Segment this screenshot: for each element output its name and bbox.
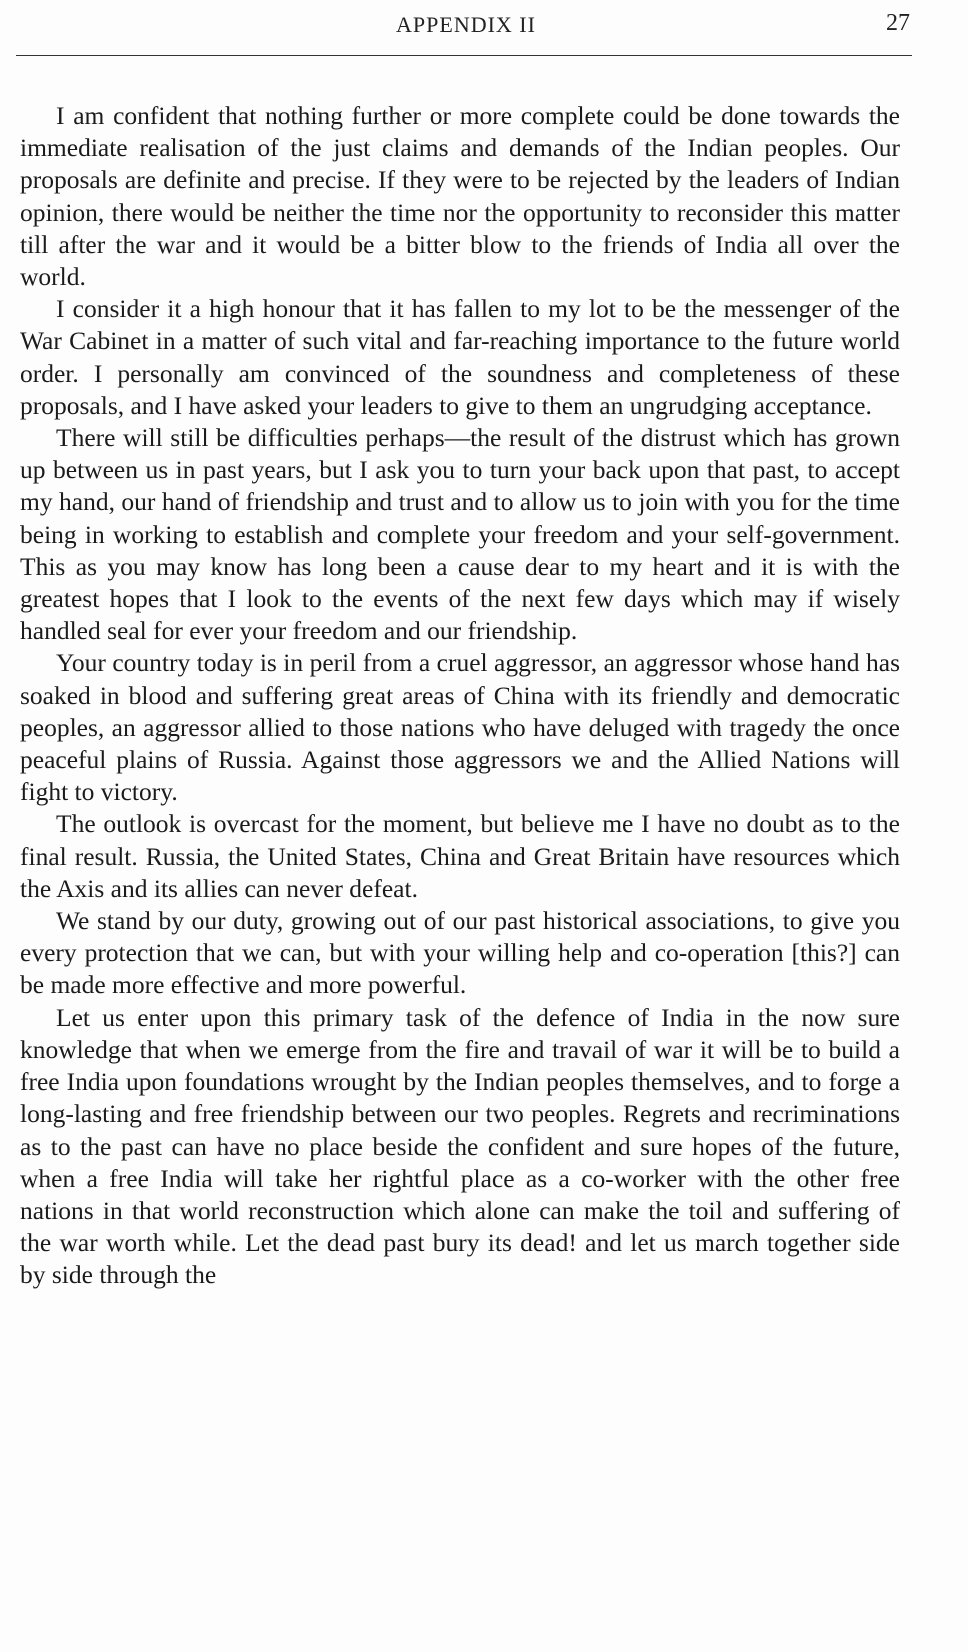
paragraph: I consider it a high honour that it has fallen to my lot to be the messenger of the War Cabinet in a matter of such vital and far-reaching importance to the future world order. I personally am convinced of the soundness and completeness of these proposals, and I have asked your leaders to give to them an ungrudging acceptance. <box>20 294 900 420</box>
paragraph: We stand by our duty, growing out of our past historical associations, to give you every protection that we can, but with your willing help and co-operation [this?] can be made more effective and more powerful. <box>20 906 900 1000</box>
running-head <box>16 10 916 46</box>
body-text <box>20 100 900 1292</box>
paragraph: Let us enter upon this primary task of the defence of India in the now sure knowledge that when we emerge from the fire and travail of war it will be to build a free India upon foundations wrought by the Indian peoples themselves, and to forge a long-lasting and free friendship between our two peoples. Regrets and recriminations as to the past can have no place beside the confident and sure hopes of the future, when a free India will take her rightful place as a co-worker with the other free nations in that world reconstruction which alone can make the toil and suffering of the war worth while. Let the dead past bury its dead! and let us march together side by side through the <box>20 1002 900 1290</box>
header-rule <box>16 55 912 56</box>
paragraph: There will still be difficulties perhaps—the result of the distrust which has grown up between us in past years, but I ask you to turn your back upon that past, to accept my hand, our hand of friendship and trust and to allow us to join with you for the time being in working to establish and complete your freedom and your self-government. This as you may know has long been a cause dear to my heart and it is with the greatest hopes that I look to the events of the next few days which may if wisely handled seal for ever your freedom and our friendship. <box>20 423 900 646</box>
paragraph: I am confident that nothing further or more complete could be done towards the immediate realisation of the just claims and demands of the Indian peoples. Our proposals are definite and precise. If they were to be rejected by the leaders of Indian opinion, there would be neither the time nor the opportunity to reconsider this matter till after the war and it would be a bitter blow to the friends of India all over the world. <box>20 101 900 292</box>
running-title: APPENDIX II <box>396 12 536 37</box>
paragraph: The outlook is overcast for the moment, but believe me I have no doubt as to the final result. Russia, the United States, China and Great Britain have resources which the Axis and its allies can never defeat. <box>20 809 900 903</box>
page-number: 27 <box>886 10 910 36</box>
paragraph: Your country today is in peril from a cruel aggressor, an aggressor whose hand has soaked in blood and suffering great areas of China with its friendly and democratic peoples, an aggressor allied to those nations who have deluged with tragedy the once peaceful plains of Russia. Against those aggressors we and the Allied Nations will fight to victory. <box>20 648 900 807</box>
